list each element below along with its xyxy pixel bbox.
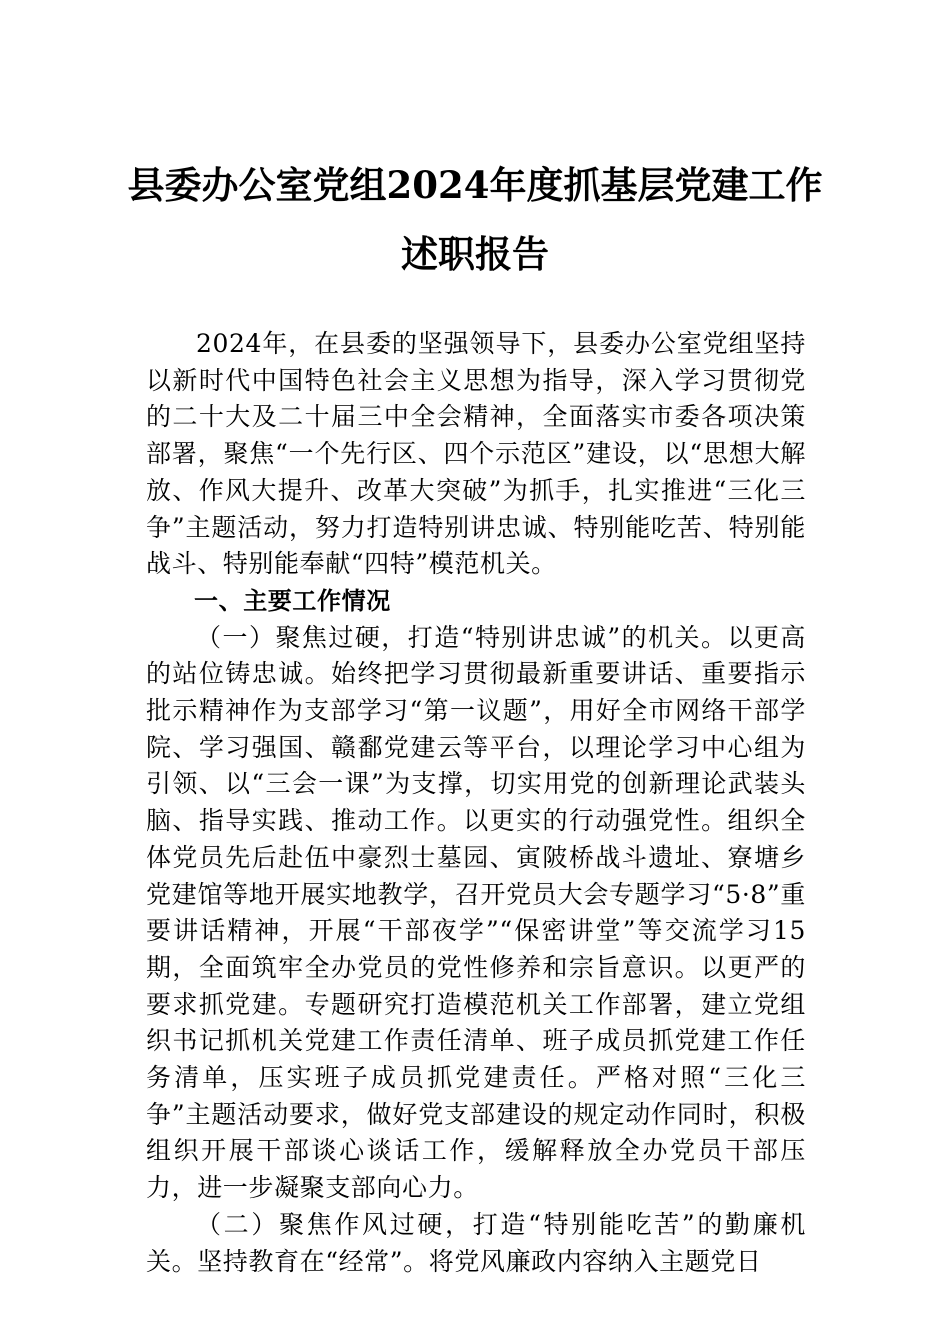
section-heading: 一、主要工作情况	[194, 586, 391, 615]
section-1-paragraph: （一）聚焦过硬，打造“特别讲忠诚”的机关。以更高的站位铸忠诚。始终把学习贯彻最新重要讲话、重要指示批示精神作为支部学习“第一议题”，用好全市网络干部学院、学习强国、赣鄱党建云等平台，以理论学习中心组为引领、以“三会一课”为支撑，切实用党的创新理论武装头脑、指导实践、推动工作。以更实的行动强党性。组织全体党员先后赴伍中豪烈士墓园、寅陂桥战斗遗址、寮塘乡党建馆等地开展实地教学，召开党员大会专题学习“5·8”重要讲话精神，开展“干部夜学”“保密讲堂”等交流学习15期，全面筑牢全办党员的党性修养和宗旨意识。以更严的要求抓党建。专题研究打造模范机关工作部署，建立党组织书记抓机关党建工作责任清单、班子成员抓党建工作任务清单，压实班子成员抓党建责任。严格对照“三化三争”主题活动要求，做好党支部建设的规定动作同时，积极组织开展干部谈心谈话工作，缓解释放全办党员干部压力，进一步凝聚支部向心力。	[146, 622, 806, 1203]
document-title-line-1: 县委办公室党组2024年度抓基层党建工作	[127, 163, 823, 207]
intro-paragraph: 2024年，在县委的坚强领导下，县委办公室党组坚持以新时代中国特色社会主义思想为指导，深入学习贯彻党的二十大及二十届三中全会精神，全面落实市委各项决策部署，聚焦“一个先行区、四个示范区”建设，以“思想大解放、作风大提升、改革大突破”为抓手，扎实推进“三化三争”主题活动，努力打造特别讲忠诚、特别能吃苦、特别能战斗、特别能奉献“四特”模范机关。	[146, 329, 806, 579]
document-body	[146, 326, 806, 1280]
document-title-line-2: 述职报告	[401, 232, 549, 276]
section-2-paragraph: （二）聚焦作风过硬，打造“特别能吃苦”的勤廉机关。坚持教育在“经常”。将党风廉政内容纳入主题党日	[146, 1209, 806, 1276]
